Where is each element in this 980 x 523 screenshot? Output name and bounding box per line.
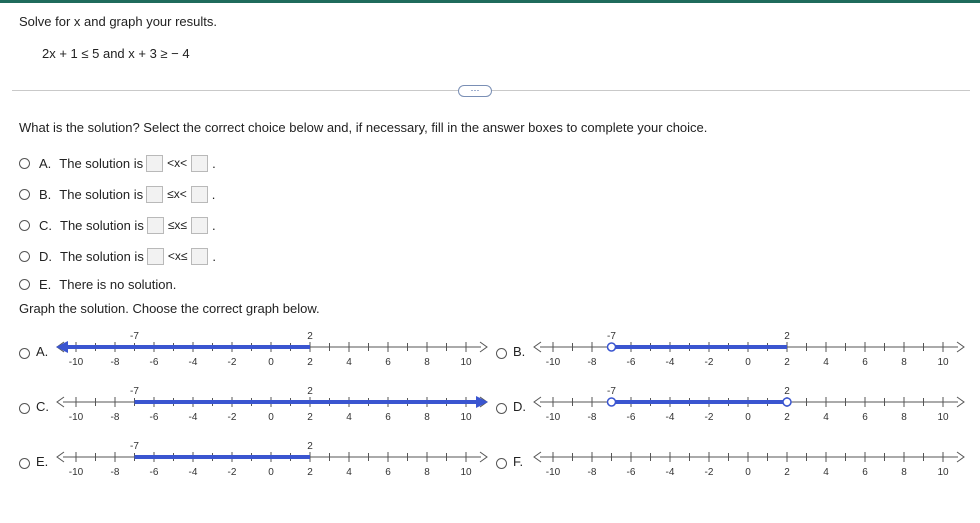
tick-label: 8 <box>424 412 430 423</box>
tick-label: -10 <box>68 412 84 423</box>
inequality-symbols: ≤x≤ <box>167 218 187 232</box>
choice-text: The solution is <box>59 186 144 202</box>
tick-label: 0 <box>745 357 751 368</box>
top-accent-bar <box>0 0 980 3</box>
tick-label: 8 <box>901 412 907 423</box>
tick-label: 6 <box>862 357 868 368</box>
tick-label: 4 <box>823 467 829 478</box>
period: . <box>212 248 217 264</box>
tick-label: 8 <box>901 357 907 368</box>
axis-arrow-right <box>957 452 964 462</box>
graph-letter: B. <box>513 344 526 359</box>
tick-label: -8 <box>110 357 120 368</box>
endpoint-label: 2 <box>307 331 313 342</box>
tick-label: 6 <box>385 467 391 478</box>
choice-letter: C. <box>39 217 52 233</box>
tick-label: 10 <box>937 467 949 478</box>
choice-c[interactable] <box>19 215 216 235</box>
tick-label: 10 <box>937 412 949 423</box>
tick-label: -10 <box>68 467 84 478</box>
open-endpoint <box>608 343 616 351</box>
period: . <box>212 217 216 233</box>
choice-letter: D. <box>39 248 52 264</box>
radio-button[interactable] <box>19 251 30 262</box>
tick-label: -8 <box>587 412 597 423</box>
tick-label: -10 <box>68 357 84 368</box>
tick-label: -10 <box>545 467 561 478</box>
graph-letter: F. <box>513 454 524 469</box>
radio-button[interactable] <box>19 220 30 231</box>
graph-letter: A. <box>36 344 49 359</box>
tick-label: 2 <box>784 412 790 423</box>
endpoint-label: -7 <box>130 386 139 397</box>
inequality-symbols: <x≤ <box>167 249 188 263</box>
tick-label: 2 <box>307 412 313 423</box>
tick-label: 0 <box>268 412 274 423</box>
number-line <box>496 445 966 481</box>
instruction-text: Solve for x and graph your results. <box>19 14 217 29</box>
tick-label: -6 <box>149 357 159 368</box>
answer-box-right[interactable] <box>191 186 208 203</box>
open-endpoint <box>608 398 616 406</box>
tick-label: 10 <box>460 412 472 423</box>
tick-label: -6 <box>626 412 636 423</box>
solution-arrow-left <box>56 341 68 353</box>
tick-label: -10 <box>545 357 561 368</box>
choice-letter: E. <box>39 276 52 292</box>
tick-label: -6 <box>149 412 159 423</box>
tick-label: 10 <box>460 467 472 478</box>
answer-box-left[interactable] <box>146 186 163 203</box>
tick-label: -4 <box>665 467 675 478</box>
tick-label: -8 <box>587 357 597 368</box>
tick-label: 6 <box>385 412 391 423</box>
tick-label: 6 <box>385 357 391 368</box>
tick-label: -2 <box>227 357 237 368</box>
choice-e[interactable] <box>19 274 176 294</box>
choice-text: The solution is <box>59 155 144 171</box>
endpoint-label: 2 <box>307 386 313 397</box>
tick-label: 6 <box>862 412 868 423</box>
tick-label: -6 <box>149 467 159 478</box>
choice-d[interactable] <box>19 246 216 266</box>
choice-b[interactable] <box>19 184 215 204</box>
axis-arrow-right <box>480 342 487 352</box>
open-endpoint <box>783 398 791 406</box>
tick-label: -4 <box>665 412 675 423</box>
answer-box-right[interactable] <box>191 155 208 172</box>
axis-arrow-left <box>57 397 64 407</box>
tick-label: -2 <box>227 467 237 478</box>
endpoint-label: -7 <box>607 386 616 397</box>
number-line <box>496 386 966 426</box>
tick-label: -2 <box>704 467 714 478</box>
tick-label: 4 <box>346 467 352 478</box>
tick-label: -8 <box>110 467 120 478</box>
period: . <box>212 155 216 171</box>
endpoint-label: 2 <box>784 331 790 342</box>
axis-arrow-left <box>534 452 541 462</box>
tick-label: 10 <box>460 357 472 368</box>
tick-label: 2 <box>784 357 790 368</box>
tick-label: -4 <box>188 412 198 423</box>
axis-arrow-right <box>957 397 964 407</box>
tick-label: -2 <box>704 412 714 423</box>
endpoint-label: -7 <box>130 441 139 452</box>
tick-label: -2 <box>704 357 714 368</box>
tick-label: 2 <box>307 467 313 478</box>
tick-label: -8 <box>110 412 120 423</box>
solution-arrow-right <box>476 396 488 408</box>
choice-text: The solution is <box>60 248 144 264</box>
tick-label: 6 <box>862 467 868 478</box>
tick-label: 4 <box>346 357 352 368</box>
tick-label: 2 <box>307 357 313 368</box>
tick-label: 8 <box>424 467 430 478</box>
number-line <box>19 386 489 426</box>
problem-statement: 2x + 1 ≤ 5 and x + 3 ≥ − 4 <box>42 46 190 61</box>
tick-label: 4 <box>823 357 829 368</box>
tick-label: -6 <box>626 467 636 478</box>
endpoint-label: 2 <box>784 386 790 397</box>
choice-letter: B. <box>39 186 52 202</box>
graph-letter: C. <box>36 399 49 414</box>
number-line <box>496 331 966 371</box>
endpoint-label: 2 <box>307 441 313 452</box>
choice-text: The solution is <box>60 217 144 233</box>
graph-letter: D. <box>513 399 526 414</box>
tick-label: 0 <box>268 357 274 368</box>
axis-arrow-right <box>957 342 964 352</box>
period: . <box>211 186 216 202</box>
tick-label: -4 <box>188 467 198 478</box>
choice-text: There is no solution. <box>59 276 177 292</box>
tick-label: 0 <box>745 467 751 478</box>
axis-arrow-left <box>534 342 541 352</box>
tick-label: -10 <box>545 412 561 423</box>
tick-label: 8 <box>901 467 907 478</box>
tick-label: -6 <box>626 357 636 368</box>
axis-arrow-right <box>480 452 487 462</box>
tick-label: -4 <box>665 357 675 368</box>
radio-button[interactable] <box>19 158 30 169</box>
number-line <box>19 331 489 371</box>
tick-label: 8 <box>424 357 430 368</box>
tick-label: 4 <box>823 412 829 423</box>
answer-box-right[interactable] <box>191 248 208 265</box>
tick-label: -8 <box>587 467 597 478</box>
tick-label: 4 <box>346 412 352 423</box>
radio-button[interactable] <box>19 189 30 200</box>
answer-box-left[interactable] <box>147 217 164 234</box>
number-line <box>19 441 489 481</box>
more-options-button[interactable]: ⋯ <box>458 85 492 97</box>
choice-a[interactable] <box>19 153 216 173</box>
choice-letter: A. <box>39 155 52 171</box>
endpoint-label: -7 <box>130 331 139 342</box>
question-text: What is the solution? Select the correct choice below and, if necessary, fill in the answer boxes to complete your choice. <box>19 120 708 135</box>
answer-box-left[interactable] <box>147 248 164 265</box>
tick-label: 0 <box>745 412 751 423</box>
inequality-symbols: <x< <box>167 156 188 170</box>
radio-button[interactable] <box>19 279 30 290</box>
tick-label: 0 <box>268 467 274 478</box>
graph-prompt: Graph the solution. Choose the correct graph below. <box>19 301 320 316</box>
tick-label: -4 <box>188 357 198 368</box>
tick-label: 10 <box>937 357 949 368</box>
answer-box-right[interactable] <box>191 217 208 234</box>
endpoint-label: -7 <box>607 331 616 342</box>
axis-arrow-left <box>57 452 64 462</box>
inequality-symbols: ≤x< <box>167 187 187 201</box>
graph-letter: E. <box>36 454 49 469</box>
answer-box-left[interactable] <box>146 155 163 172</box>
tick-label: 2 <box>784 467 790 478</box>
axis-arrow-left <box>534 397 541 407</box>
tick-label: -2 <box>227 412 237 423</box>
